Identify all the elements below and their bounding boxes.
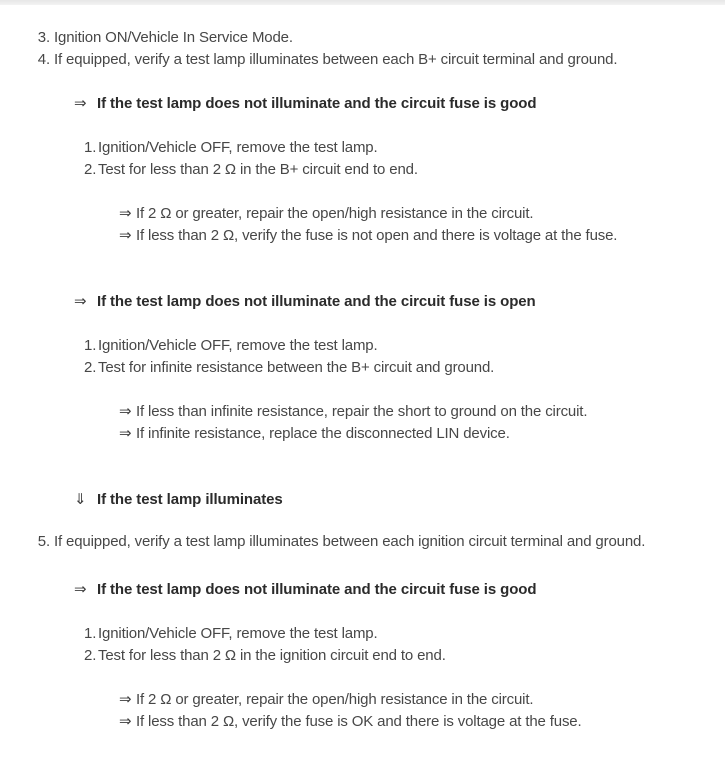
double-arrow-right-icon: ⇒	[74, 293, 87, 310]
double-arrow-right-icon: ⇒	[119, 425, 132, 442]
result-action	[0, 689, 725, 711]
double-arrow-right-icon: ⇒	[74, 95, 87, 112]
double-arrow-right-icon: ⇒	[119, 403, 132, 420]
double-arrow-right-icon: ⇒	[119, 227, 132, 244]
sub-step	[0, 645, 725, 667]
branch-condition-text: If the test lamp illuminates	[97, 491, 283, 508]
step-number: 4.	[37, 51, 50, 68]
substep-text: Ignition/Vehicle OFF, remove the test lamp.	[98, 625, 378, 642]
substep-text: Ignition/Vehicle OFF, remove the test lamp.	[98, 337, 378, 354]
step-text: If equipped, verify a test lamp illuminates between each ignition circuit terminal and ground.	[54, 533, 646, 550]
result-text: If infinite resistance, replace the disconnected LIN device.	[136, 425, 510, 442]
result-text: If less than 2 Ω, verify the fuse is not open and there is voltage at the fuse.	[136, 227, 618, 244]
substep-number: 1.	[84, 337, 97, 354]
substep-number: 2.	[84, 647, 97, 664]
substep-text: Ignition/Vehicle OFF, remove the test lamp.	[98, 139, 378, 156]
sub-step	[0, 159, 725, 181]
procedure-step	[0, 27, 725, 49]
result-action	[0, 203, 725, 225]
result-action	[0, 225, 725, 247]
step-text: Ignition ON/Vehicle In Service Mode.	[54, 29, 293, 46]
diagnostic-procedure-document	[0, 5, 725, 733]
branch-condition-text: If the test lamp does not illuminate and the circuit fuse is open	[97, 293, 536, 310]
procedure-step	[0, 49, 725, 71]
double-arrow-down-icon: ⇓	[74, 491, 87, 508]
substep-number: 1.	[84, 625, 97, 642]
sub-step	[0, 357, 725, 379]
decision-branch	[0, 579, 725, 601]
double-arrow-right-icon: ⇒	[74, 581, 87, 598]
branch-condition-text: If the test lamp does not illuminate and the circuit fuse is good	[97, 95, 537, 112]
step-number: 3.	[37, 29, 50, 46]
decision-branch	[0, 93, 725, 115]
sub-step	[0, 137, 725, 159]
result-action	[0, 401, 725, 423]
result-text: If 2 Ω or greater, repair the open/high resistance in the circuit.	[136, 691, 534, 708]
double-arrow-right-icon: ⇒	[119, 205, 132, 222]
substep-number: 1.	[84, 139, 97, 156]
double-arrow-right-icon: ⇒	[119, 713, 132, 730]
branch-condition-text: If the test lamp does not illuminate and the circuit fuse is good	[97, 581, 537, 598]
double-arrow-right-icon: ⇒	[119, 691, 132, 708]
decision-branch	[0, 291, 725, 313]
result-text: If less than infinite resistance, repair the short to ground on the circuit.	[136, 403, 588, 420]
substep-number: 2.	[84, 359, 97, 376]
step-number: 5.	[37, 533, 50, 550]
substep-text: Test for infinite resistance between the B+ circuit and ground.	[98, 359, 495, 376]
step-text: If equipped, verify a test lamp illuminates between each B+ circuit terminal and ground.	[54, 51, 618, 68]
result-action	[0, 423, 725, 445]
procedure-step	[0, 531, 725, 553]
substep-text: Test for less than 2 Ω in the B+ circuit end to end.	[98, 161, 418, 178]
result-text: If less than 2 Ω, verify the fuse is OK and there is voltage at the fuse.	[136, 713, 582, 730]
result-text: If 2 Ω or greater, repair the open/high resistance in the circuit.	[136, 205, 534, 222]
sub-step	[0, 335, 725, 357]
decision-branch	[0, 489, 725, 511]
result-action	[0, 711, 725, 733]
sub-step	[0, 623, 725, 645]
substep-text: Test for less than 2 Ω in the ignition circuit end to end.	[98, 647, 446, 664]
substep-number: 2.	[84, 161, 97, 178]
